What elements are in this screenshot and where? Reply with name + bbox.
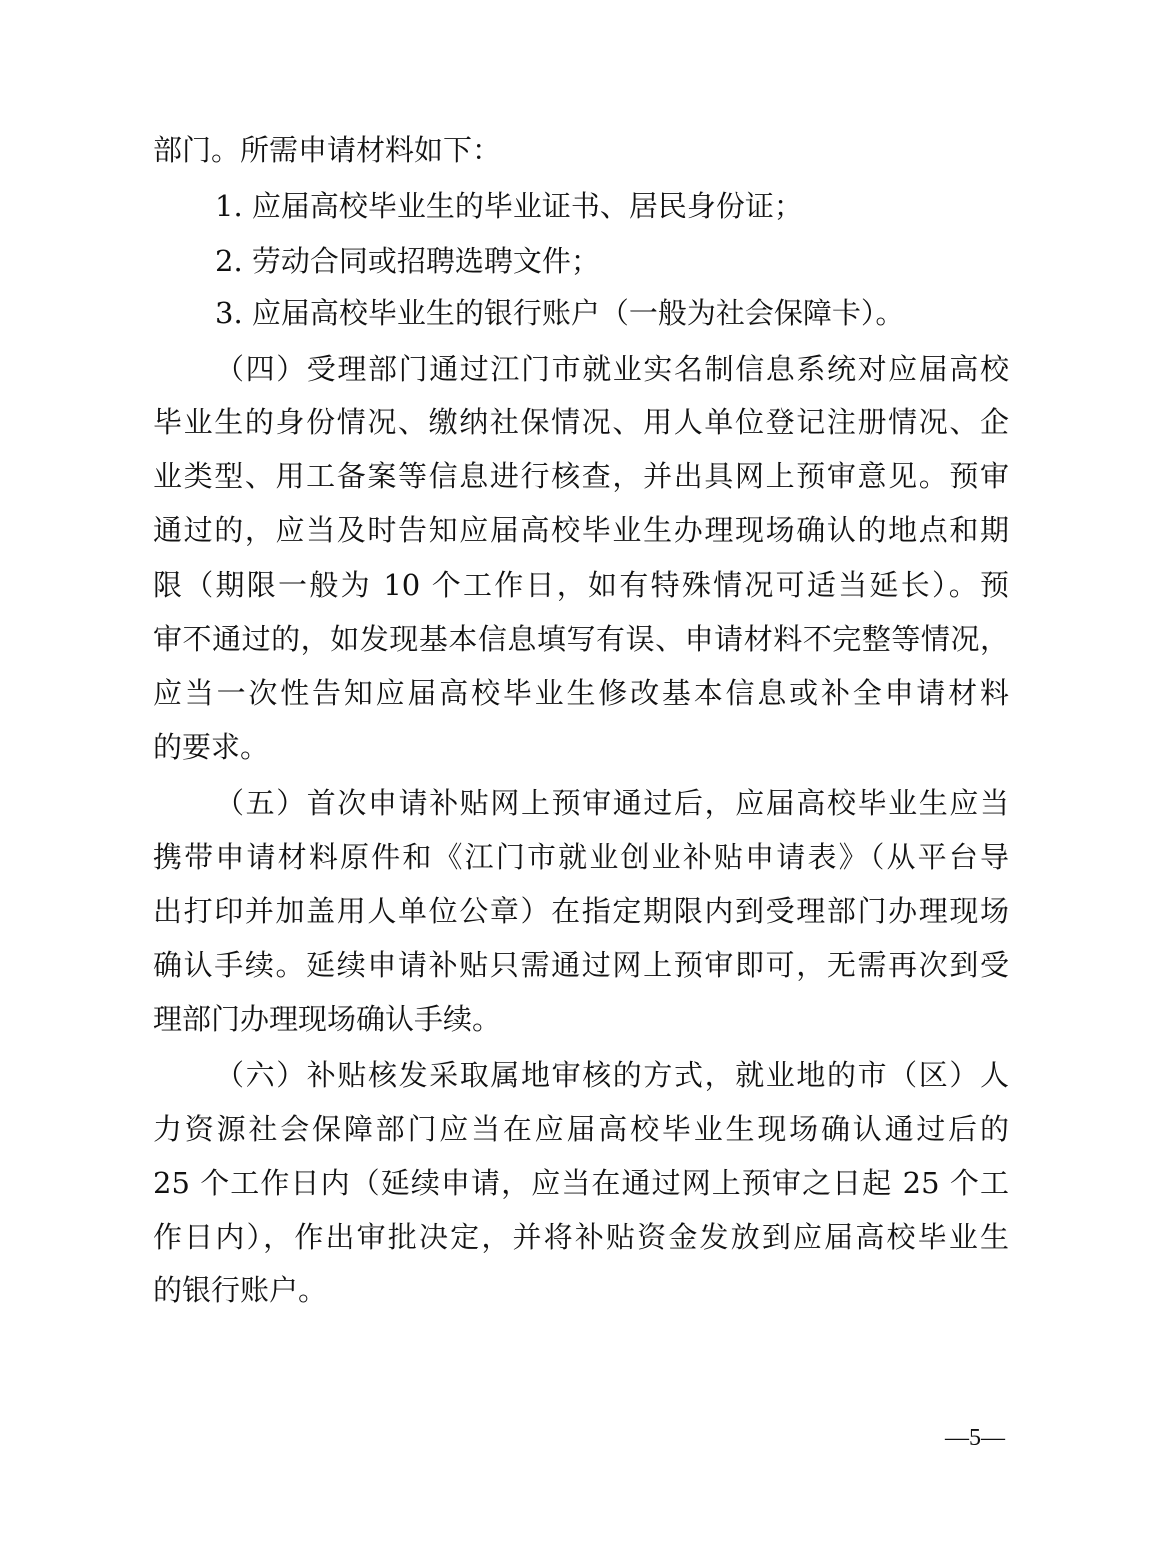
- paragraph-4-line: 的要求。: [153, 730, 270, 764]
- paragraph-6-line: 的银行账户。: [153, 1273, 328, 1307]
- paragraph-4-line: 审不通过的，如发现基本信息填写有误、申请材料不完整等情况，: [153, 622, 1009, 656]
- paragraph-4-line: 毕业生的身份情况、缴纳社保情况、用人单位登记注册情况、企: [153, 405, 1009, 439]
- paragraph-4-line: 通过的，应当及时告知应届高校毕业生办理现场确认的地点和期: [153, 513, 1009, 547]
- paragraph-4-line: （四）受理部门通过江门市就业实名制信息系统对应届高校: [215, 352, 1009, 386]
- page-number: —5—: [945, 1425, 1005, 1451]
- paragraph-4-line: 限（期限一般为 10 个工作日，如有特殊情况可适当延长）。预: [153, 568, 1009, 602]
- text-line: 部门。所需申请材料如下：: [153, 133, 502, 167]
- list-item-3: 3. 应届高校毕业生的银行账户（一般为社会保障卡）。: [215, 296, 905, 330]
- paragraph-5-line: （五）首次申请补贴网上预审通过后，应届高校毕业生应当: [215, 786, 1009, 820]
- paragraph-4-line: 业类型、用工备案等信息进行核查，并出具网上预审意见。预审: [153, 459, 1009, 493]
- list-item-2: 2. 劳动合同或招聘选聘文件；: [215, 244, 600, 278]
- paragraph-6-line: 力资源社会保障部门应当在应届高校毕业生现场确认通过后的: [153, 1112, 1009, 1146]
- paragraph-5-line: 携带申请材料原件和《江门市就业创业补贴申请表》（从平台导: [153, 840, 1009, 874]
- paragraph-4-line: 应当一次性告知应届高校毕业生修改基本信息或补全申请材料: [153, 676, 1009, 710]
- paragraph-5-line: 理部门办理现场确认手续。: [153, 1002, 502, 1036]
- paragraph-5-line: 确认手续。延续申请补贴只需通过网上预审即可，无需再次到受: [153, 948, 1009, 982]
- paragraph-6-line: 作日内），作出审批决定，并将补贴资金发放到应届高校毕业生: [153, 1220, 1009, 1254]
- paragraph-6-line: 25 个工作日内（延续申请，应当在通过网上预审之日起 25 个工: [153, 1166, 1009, 1200]
- paragraph-6-line: （六）补贴核发采取属地审核的方式，就业地的市（区）人: [215, 1058, 1009, 1092]
- list-item-1: 1. 应届高校毕业生的毕业证书、居民身份证；: [215, 189, 803, 223]
- paragraph-5-line: 出打印并加盖用人单位公章）在指定期限内到受理部门办理现场: [153, 894, 1009, 928]
